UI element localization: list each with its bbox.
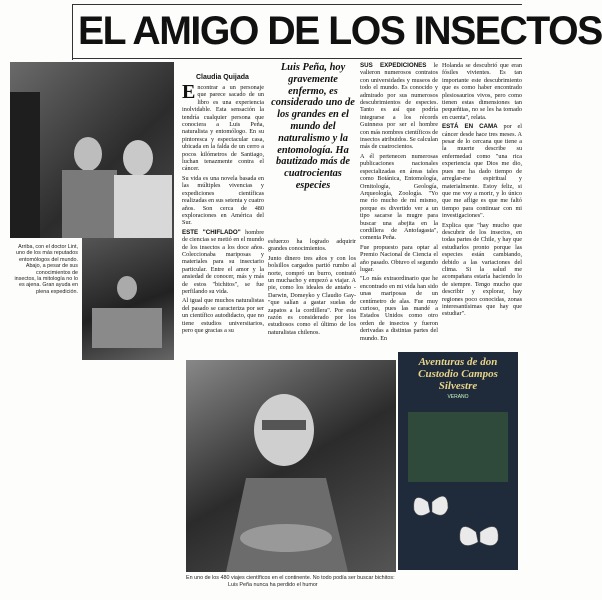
book-subtitle: VERANO bbox=[447, 394, 469, 400]
col3-paragraph-1: le valieron numerosos contratos con universidades y museos de todo el mundo. Es conocido y admirado por sus numerosos descubrimientos de especies. Tanto es así que podría integrarse a los récords Guinness por ser el hombre con más nombres científicos de insectos atribuidos. Se calculan más de cuatrocientos. bbox=[360, 62, 439, 151]
photo-main-portrait bbox=[186, 360, 396, 572]
col4-paragraph-2: por el cáncer desde hace tres meses. A pesar de lo cercana que tiene a la muerte describe su enfermedad como "una rica experiencia que Dios me dio, pues me ha dado tiempo de arreglar-me espiritual y materialmente. Estoy feliz, si que me voy a morir, y lo único que me aflige es que me faltó tiempo para continuar con mi investigaciones". bbox=[442, 123, 522, 220]
top-rule bbox=[72, 4, 522, 5]
col3-subhead: SUS EXPEDICIONES bbox=[360, 62, 427, 69]
col4-paragraph-3: Explica que "hay mucho que descubrir de los insectos, en todas partes de Chile, y hay que estudiarlos pronto porque las especies están cambiando, debido a las variaciones del clima. Si la salud me acompañara estaría haciendo lo de siempre. Tengo mucho que describir y explorar, hay regiones poco conocidas, zonas interesantísimas que hay que estudiar". bbox=[442, 221, 522, 318]
photo-illustration-main bbox=[186, 360, 396, 572]
byline: Claudia Quijada bbox=[196, 74, 249, 81]
photo-caption-bottom-2: Luis Peña nunca ha perdido el humor bbox=[228, 582, 318, 588]
article-column-2 bbox=[268, 238, 356, 338]
col4-subhead: ESTÁ EN CAMA bbox=[442, 123, 498, 131]
col1-paragraph-2: Su vida es una novela basada en las múltiples vivencias y expediciones científicas realizadas en sus setenta y cuatro años. Son cerca de 480 exploraciones en América del Sur. bbox=[182, 174, 264, 227]
dropcap: E bbox=[182, 81, 196, 103]
col1-paragraph-3: hombre de ciencias se metió en el mundo de los insectos a los doce años. Coleccionaba mariposas y materiales para su insectario particular. Entre el amor y la ansiedad de conocer, más y más de estos "bichitos", se fue perfilando su vida. bbox=[182, 228, 265, 295]
col3-paragraph-2: A él pertenecen numerosas publicaciones nacionales especializadas en áreas tales como Botánica, Entomología, Ornitología, Geología, Arqueología, Zoología. "Yo me río mucho de mí mismo, porque es divertido ver a un tipo sacarse la mugre para buscar una abejita en la cordillera de Antofagasta", comenta Peña. bbox=[360, 152, 438, 242]
photo-illustration-top bbox=[10, 62, 174, 238]
col1-paragraph-1: ncontrar a un personaje que parece sacado de un libro es una experiencia inolvidable. Esta sensación la tendría cualquier persona que conociera a Luis Peña, naturalista y entomólogo. En su pintoresca y espectacular casa, ubicada en la falda de un cerro a pocos kilómetros de Santiago, luchan tenazmente contra el cáncer. bbox=[182, 84, 264, 173]
article-column-4 bbox=[442, 62, 522, 320]
col4-paragraph-1: Holanda se descubrió que eran fósiles vivientes. Es tan importante este descubrimiento que es como haber encontrado plesiosaurios vivos, pero como tienen estas dimensiones tan pequeñitas, no se les ha tomado en cuenta", relata. bbox=[442, 62, 522, 121]
photo-top-two-men bbox=[10, 62, 174, 238]
col2-paragraph-1: esfuerzo ha logrado adquirir grandes conocimientos. bbox=[268, 238, 356, 253]
col1-subhead: ESTE "CHIFLADO" bbox=[182, 228, 241, 236]
col1-paragraph-4: Al igual que muchos naturalistas del pasado se caracteriza por ser un científico autodidacto, que no tiene estudios universitarios, pero que gracias a su bbox=[182, 297, 264, 334]
photo-caption-left: Arriba, con el doctor Lint, uno de los más reputados entomólogos del mundo. Abajo, a pesar de sus conocimientos de insectos, la mitología no lo es ajena. Gran ayuda en plena expedición. bbox=[14, 244, 78, 295]
butterfly-illustration bbox=[398, 352, 518, 570]
col2-paragraph-2: Junto dinero tres años y con los bolsillos cargados partió rumbo al norte, compró un burro, contrató un muchacho y empezó a viajar. A pie, como los ideales de antaño -Darwin, Domeyko y Claudio Gay- "que salían a gastar suelas de zapatos a la cordillera". Por esta razón es considerado por los estudiosos como el último de los naturalistas chilenos. bbox=[268, 254, 356, 336]
photo-caption-bottom-1: En uno de los 480 viajes científicos en el continente. No todo podía ser buscar bichitos: bbox=[186, 575, 395, 581]
col3-paragraph-4: "Lo más extraordinario que he encontrado en mi vida han sido unas mariposas de un centímetro de alas. Fue muy curioso, pues las mandé a Estados Unidos como otro orden de insectos y fueron derivadas a distintas partes del mundo. En bbox=[360, 275, 438, 342]
article-column-3 bbox=[360, 62, 438, 344]
photo-illustration-bottom bbox=[82, 238, 174, 360]
article-column-1 bbox=[182, 81, 265, 336]
photo-bottom-expedition bbox=[82, 238, 174, 360]
left-frame-rule bbox=[72, 4, 73, 60]
headline: EL AMIGO DE LOS INSECTOS bbox=[78, 9, 602, 53]
headline-rule bbox=[72, 58, 522, 59]
col3-paragraph-3: Fue propuesto para optar al Premio Nacional de Ciencia el año pasado. Obtuvo el segundo lugar. bbox=[360, 243, 438, 273]
book-title: Aventuras de don Custodio Campos Silvestre bbox=[418, 356, 498, 392]
book-cover bbox=[398, 352, 518, 570]
pull-quote: Luis Peña, hoy gravemente enfermo, es considerado uno de los grandes en el mundo del naturalismo y la entomología. Ha bautizado más de cuatrocientas especies bbox=[271, 62, 355, 191]
